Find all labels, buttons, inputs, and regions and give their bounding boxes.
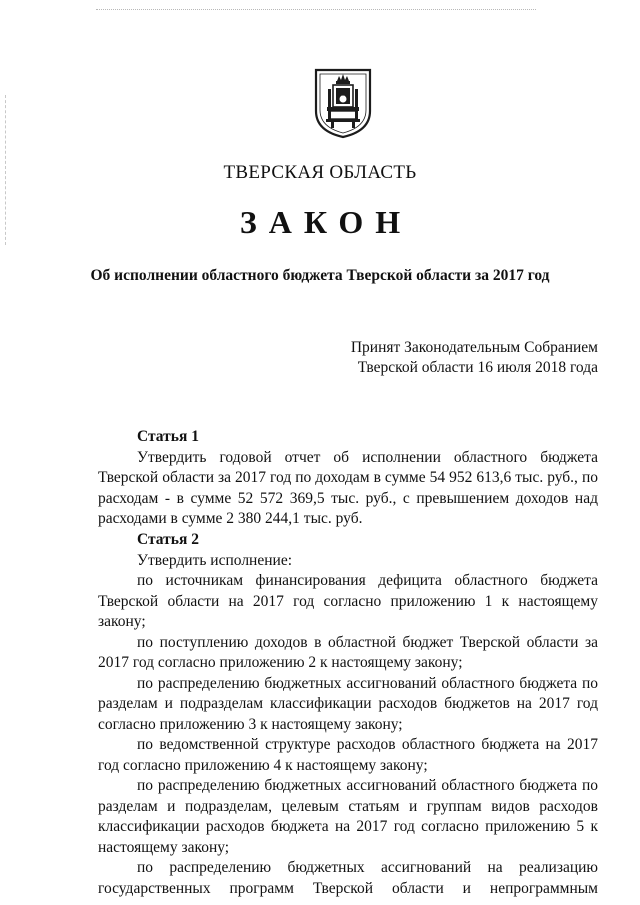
adoption-note [351,338,598,378]
document-type-heading: ЗАКОН [239,204,413,240]
article-1-heading: Статья 1 [137,428,199,445]
coat-of-arms-icon [313,67,373,139]
article-2-item: по распределению бюджетных ассигнований на реализацию государственных программ Тверской области и непрограммным [98,859,598,897]
article-2-item: по ведомственной структуре расходов областного бюджета на 2017 год согласно приложению 4 к настоящему закону; [98,736,598,774]
law-title: Об исполнении областного бюджета Тверской области за 2017 год [90,267,550,284]
article-2-item: по распределению бюджетных ассигнований областного бюджета по разделам и подразделам классификации расходов бюджетов на 2017 год согласно приложению 3 к настоящему закону; [98,674,598,733]
article-2-intro: Утвердить исполнение: [137,551,292,569]
article-2-heading: Статья 2 [137,531,199,548]
article-2-item: по источникам финансирования дефицита областного бюджета Тверской области на 2017 год согласно приложению 1 к настоящему закону; [98,572,598,630]
adoption-line-1: Принят Законодательным Собранием [350,339,598,356]
article-2-item: по распределению бюджетных ассигнований областного бюджета по разделам и подразделам, целевым статьям и группам видов расходов классификации расходов бюджета на 2017 год согласно приложению 5 к настоящему закону; [98,777,598,856]
scan-edge-dots [96,9,536,10]
adoption-line-2: Тверской области 16 июля 2018 года [357,359,598,376]
region-name: ТВЕРСКАЯ ОБЛАСТЬ [223,162,417,183]
article-1-text: Утвердить годовой отчет об исполнении областного бюджета Тверской области за 2017 год по доходам в сумме 54 952 613,6 тыс. руб., по расходам - в сумме 52 572 369,5 тыс. руб., с превышением доходов над расходами в сумме 2 380 244,1 тыс. руб. [98,448,598,527]
article-1 [98,427,598,530]
article-2 [98,530,598,899]
article-2-item: по поступлению доходов в областной бюджет Тверской области за 2017 год согласно приложению 2 к настоящему закону; [98,633,598,671]
